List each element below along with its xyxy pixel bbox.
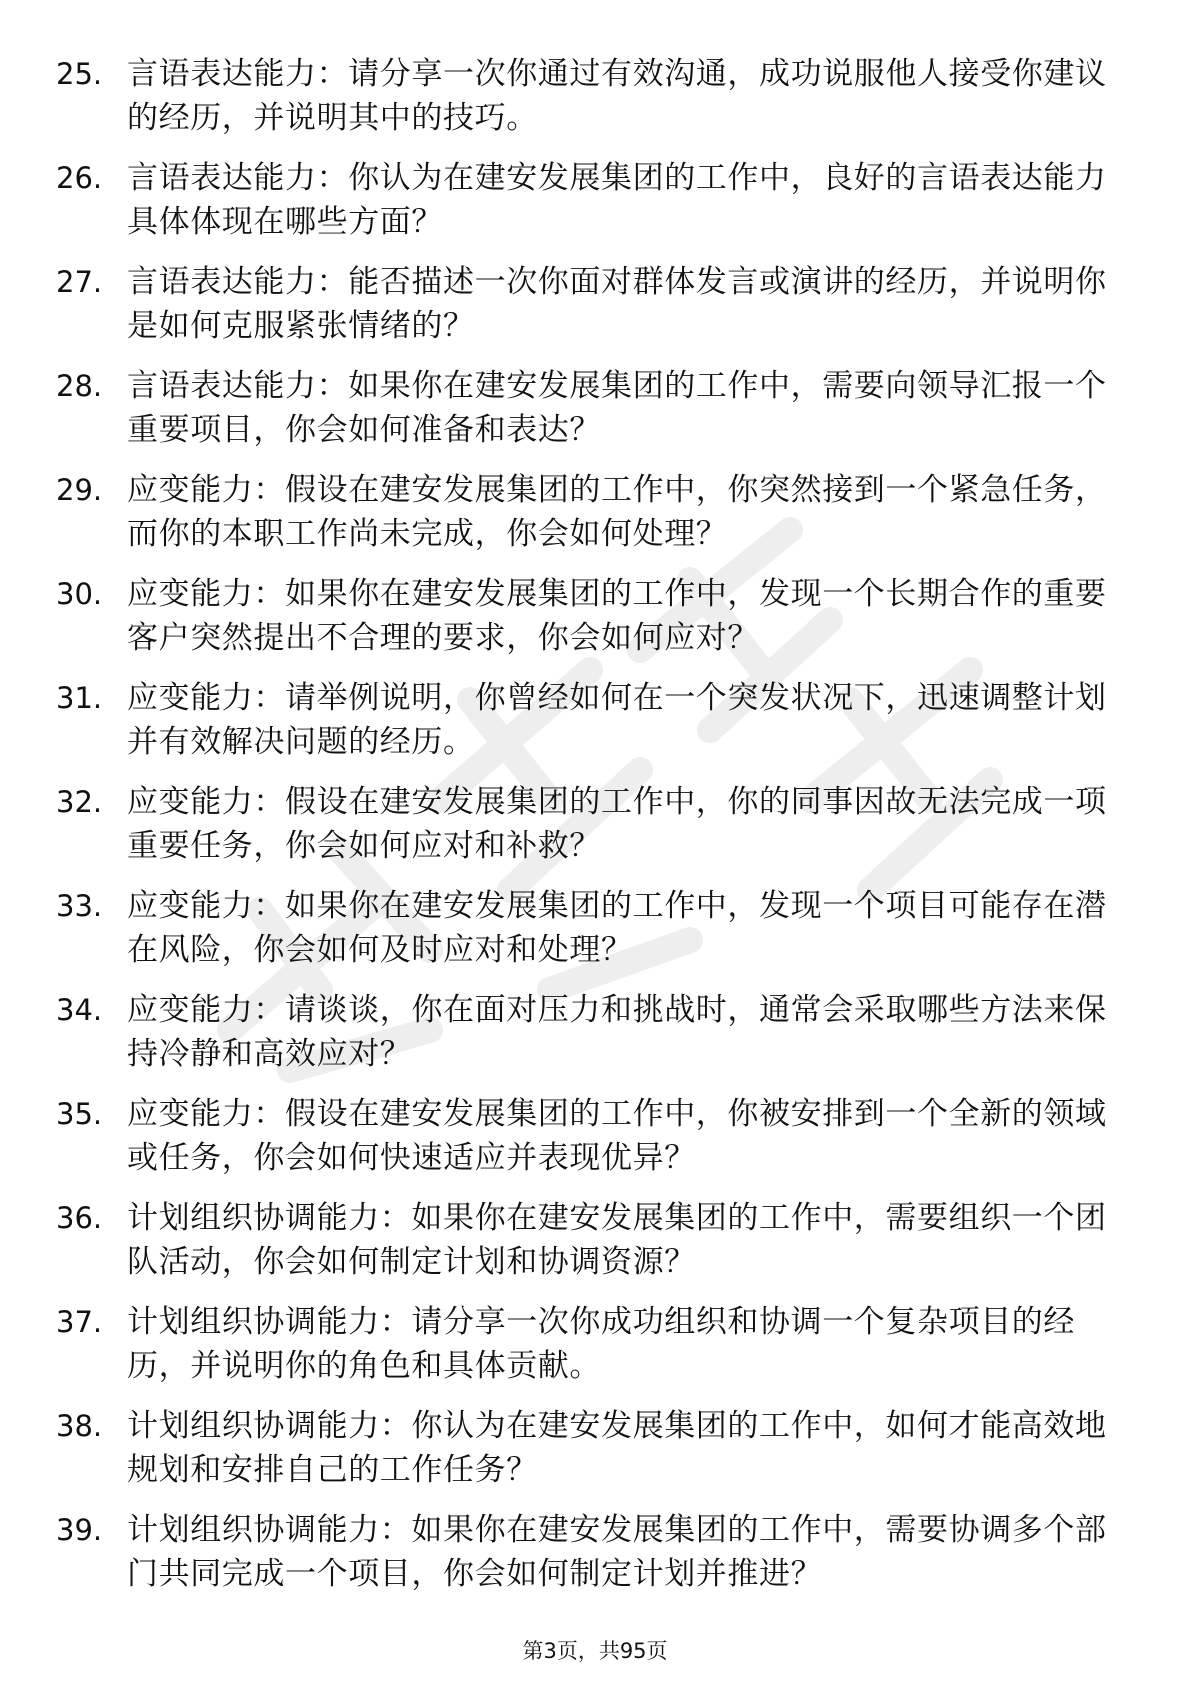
question-number: 28. bbox=[56, 369, 103, 403]
question-item bbox=[0, 780, 1190, 884]
question-number: 38. bbox=[56, 1409, 103, 1443]
question-number: 37. bbox=[56, 1305, 103, 1339]
question-item bbox=[0, 676, 1190, 780]
question-item bbox=[0, 52, 1190, 156]
question-text: 言语表达能力：如果你在建安发展集团的工作中，需要向领导汇报一个重要项目，你会如何准备和表达？ bbox=[127, 368, 1107, 448]
question-item bbox=[0, 156, 1190, 260]
question-item bbox=[0, 1300, 1190, 1404]
question-number: 36. bbox=[56, 1201, 103, 1235]
question-text: 应变能力：假设在建安发展集团的工作中，你的同事因故无法完成一项重要任务，你会如何应对和补救？ bbox=[127, 784, 1107, 864]
page-footer: 第3页，共95页 bbox=[522, 1639, 668, 1663]
question-item bbox=[0, 260, 1190, 364]
question-item bbox=[0, 468, 1190, 572]
question-item bbox=[0, 1196, 1190, 1300]
question-number: 33. bbox=[56, 889, 103, 923]
question-item bbox=[0, 1092, 1190, 1196]
question-text: 应变能力：如果你在建安发展集团的工作中，发现一个项目可能存在潜在风险，你会如何及时应对和处理？ bbox=[127, 888, 1107, 968]
question-number: 31. bbox=[56, 681, 103, 715]
question-number: 29. bbox=[56, 473, 103, 507]
question-text: 计划组织协调能力：如果你在建安发展集团的工作中，需要组织一个团队活动，你会如何制定计划和协调资源？ bbox=[127, 1200, 1107, 1280]
question-number: 34. bbox=[56, 993, 103, 1027]
question-text: 言语表达能力：请分享一次你通过有效沟通，成功说服他人接受你建议的经历，并说明其中的技巧。 bbox=[127, 56, 1107, 136]
question-text: 应变能力：如果你在建安发展集团的工作中，发现一个长期合作的重要客户突然提出不合理的要求，你会如何应对？ bbox=[127, 576, 1107, 656]
question-number: 32. bbox=[56, 785, 103, 819]
question-item bbox=[0, 572, 1190, 676]
question-number: 30. bbox=[56, 577, 103, 611]
question-item bbox=[0, 1404, 1190, 1508]
question-number: 35. bbox=[56, 1097, 103, 1131]
question-item bbox=[0, 884, 1190, 988]
question-number: 25. bbox=[56, 57, 103, 91]
question-text: 计划组织协调能力：如果你在建安发展集团的工作中，需要协调多个部门共同完成一个项目，你会如何制定计划并推进？ bbox=[127, 1512, 1107, 1592]
question-number: 26. bbox=[56, 161, 103, 195]
question-item bbox=[0, 364, 1190, 468]
question-text: 应变能力：假设在建安发展集团的工作中，你突然接到一个紧急任务，而你的本职工作尚未完成，你会如何处理？ bbox=[127, 472, 1107, 552]
question-list bbox=[0, 52, 1190, 1612]
question-text: 计划组织协调能力：请分享一次你成功组织和协调一个复杂项目的经历，并说明你的角色和具体贡献。 bbox=[127, 1304, 1075, 1384]
question-item bbox=[0, 988, 1190, 1092]
question-text: 应变能力：请举例说明，你曾经如何在一个突发状况下，迅速调整计划并有效解决问题的经历。 bbox=[127, 680, 1107, 760]
question-item bbox=[0, 1508, 1190, 1612]
question-text: 言语表达能力：你认为在建安发展集团的工作中，良好的言语表达能力具体体现在哪些方面？ bbox=[127, 160, 1107, 240]
question-text: 应变能力：假设在建安发展集团的工作中，你被安排到一个全新的领域或任务，你会如何快速适应并表现优异？ bbox=[127, 1096, 1107, 1176]
question-text: 计划组织协调能力：你认为在建安发展集团的工作中，如何才能高效地规划和安排自己的工作任务？ bbox=[127, 1408, 1107, 1488]
question-number: 27. bbox=[56, 265, 103, 299]
question-text: 应变能力：请谈谈，你在面对压力和挑战时，通常会采取哪些方法来保持冷静和高效应对？ bbox=[127, 992, 1107, 1072]
question-number: 39. bbox=[56, 1513, 103, 1547]
question-text: 言语表达能力：能否描述一次你面对群体发言或演讲的经历，并说明你是如何克服紧张情绪的？ bbox=[127, 264, 1107, 344]
